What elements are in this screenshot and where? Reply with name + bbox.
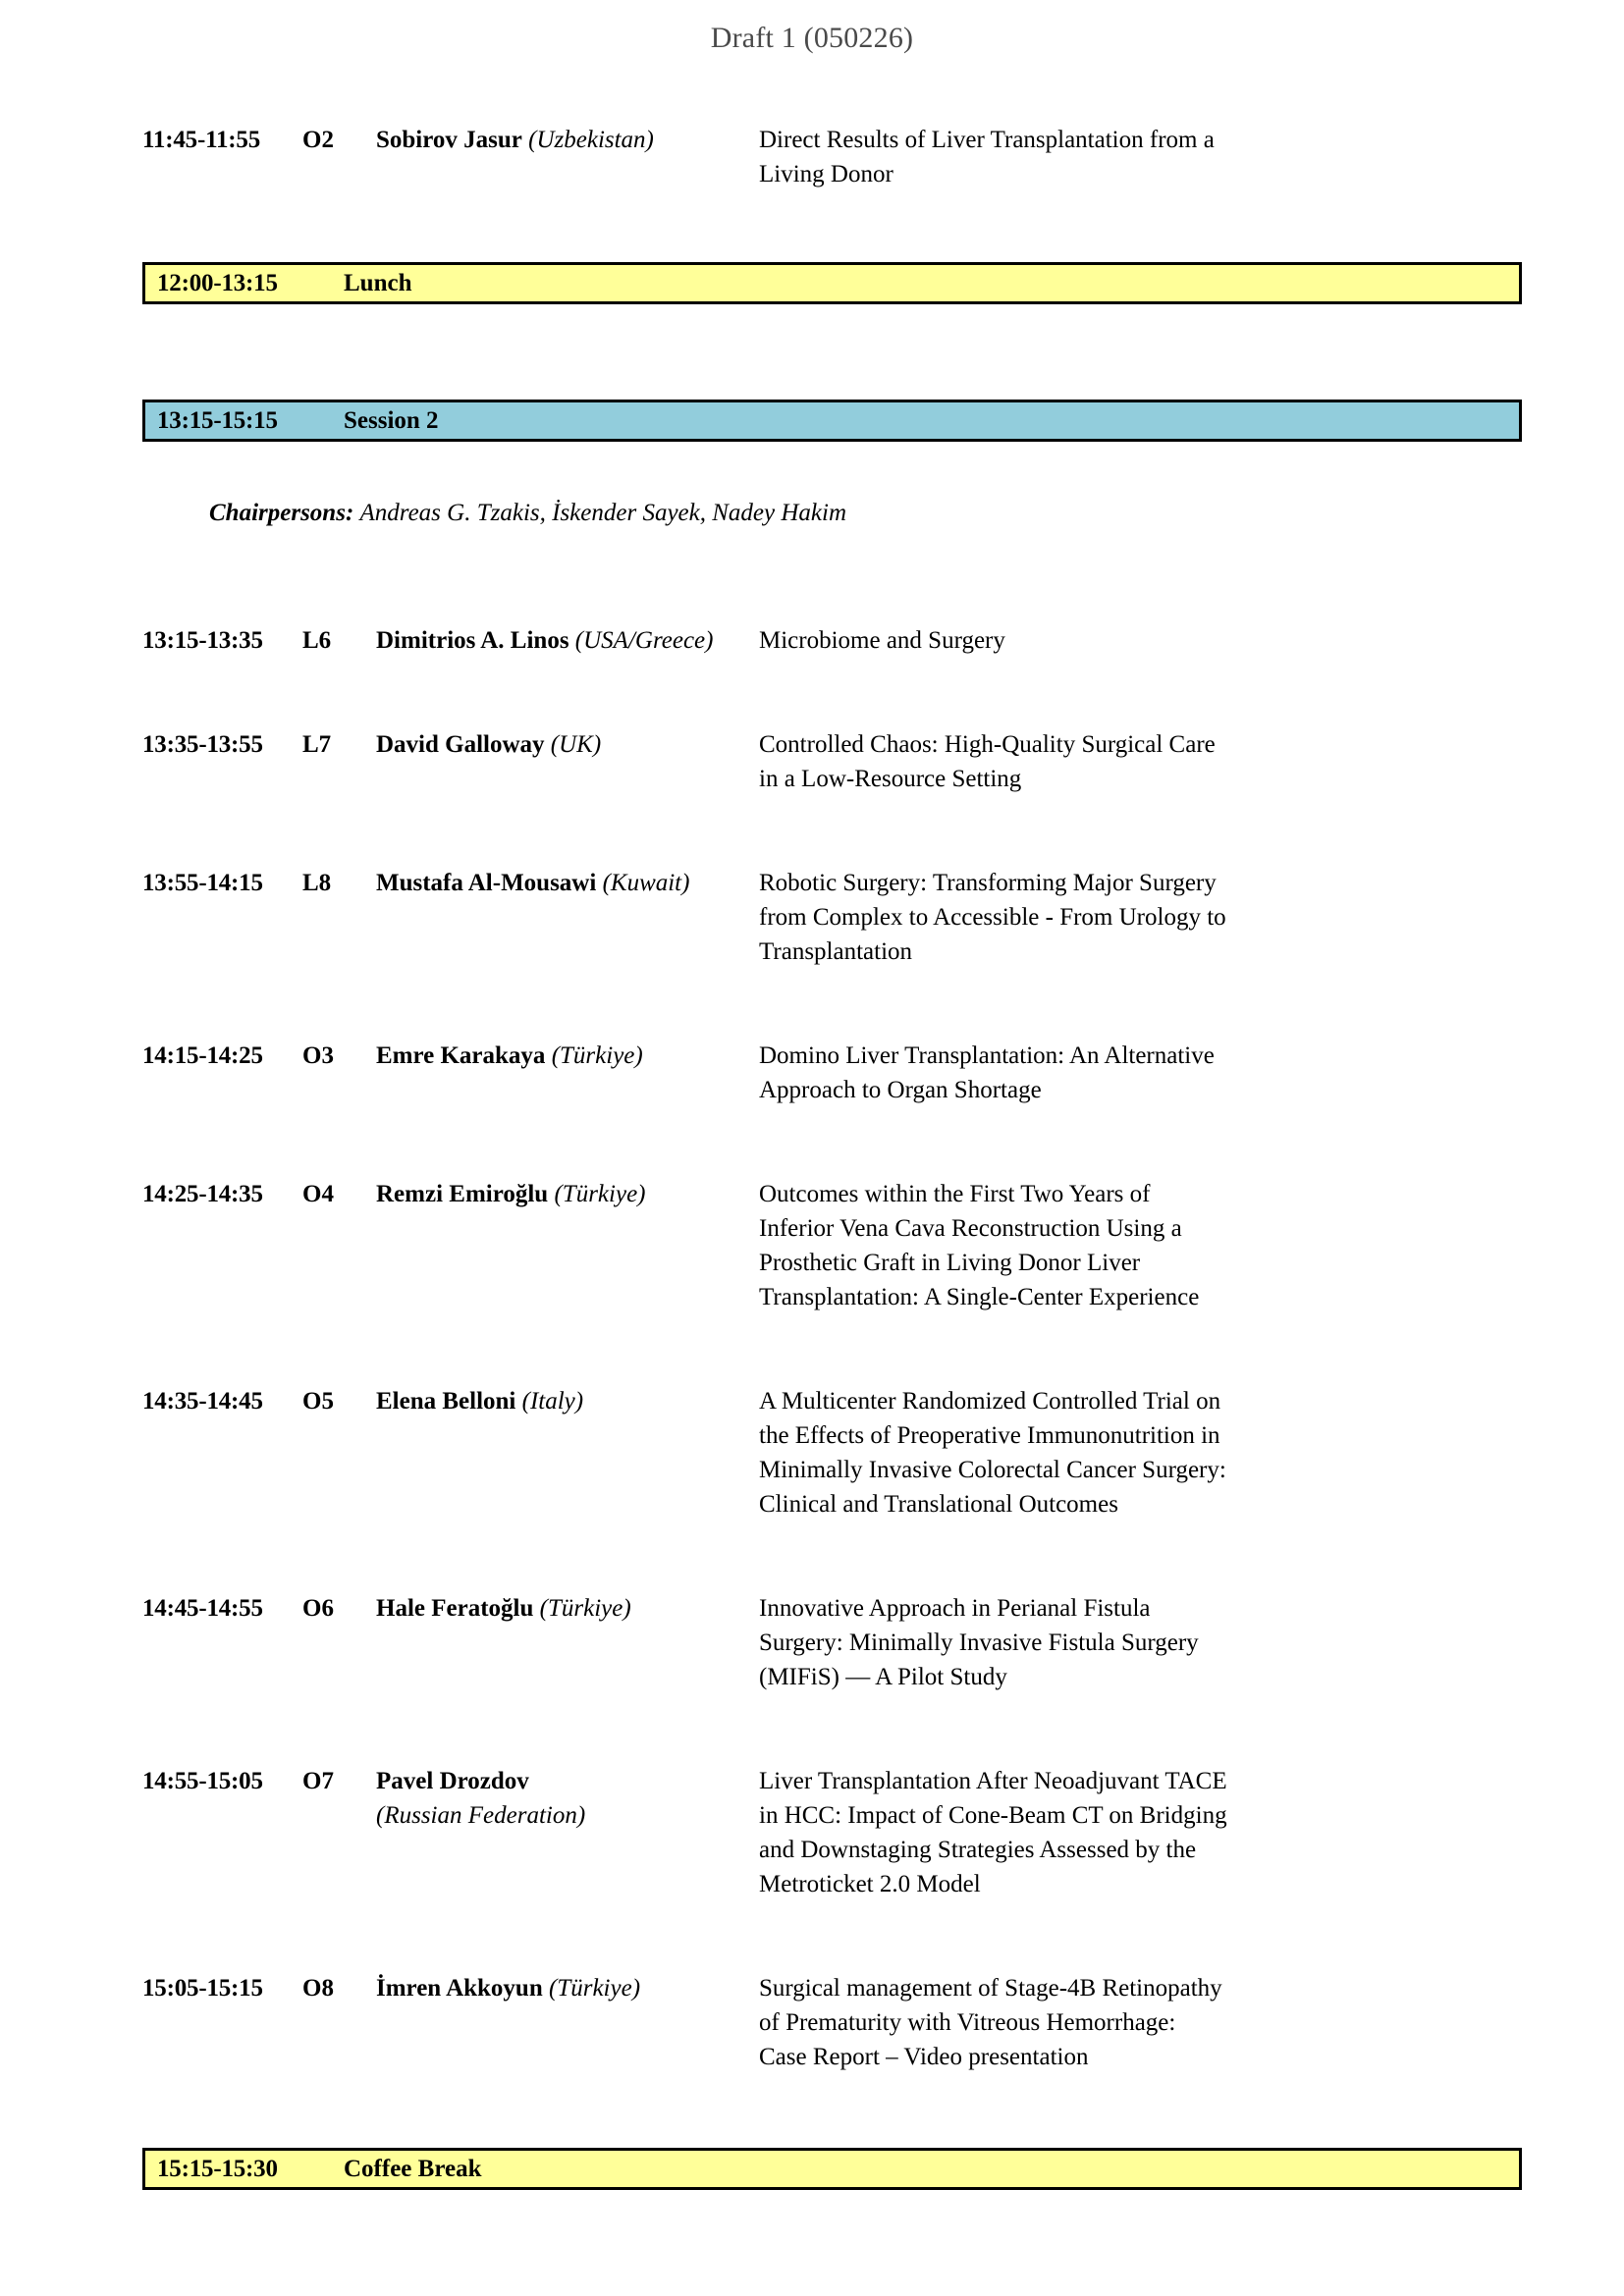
talk-title-line: (MIFiS) — A Pilot Study [759,1664,1007,1690]
talk-title-line: Clinical and Translational Outcomes [759,1491,1118,1518]
banner-time: 12:00-13:15 [157,269,278,296]
talk-time: 13:55-14:15 [142,870,263,896]
talk-speaker [376,123,759,157]
talk-time: 15:05-15:15 [142,1975,263,2002]
document-header: Draft 1 (050226) [710,22,914,54]
talk-speaker [376,727,759,762]
talk-speaker [376,1177,759,1211]
talk-code: O2 [302,127,334,153]
talk-title [759,1177,1522,1314]
schedule-talk-row [142,1039,1522,1107]
talk-speaker [376,1971,759,2005]
talk-speaker [376,1039,759,1073]
row-spacer [142,1314,1522,1384]
talk-speaker [376,866,759,900]
row-spacer [142,1694,1522,1764]
schedule-talk-row [142,623,1522,658]
talk-title-line: Surgery: Minimally Invasive Fistula Surgery [759,1629,1199,1656]
talk-time: 13:35-13:55 [142,731,263,758]
talk-title-line: of Prematurity with Vitreous Hemorrhage: [759,2009,1176,2036]
talk-title-line: Case Report – Video presentation [759,2044,1089,2070]
speaker-name: Remzi Emiroğlu [376,1181,549,1207]
schedule-talk-row [142,123,1522,191]
talk-speaker [376,1591,759,1626]
speaker-country: (Kuwait) [602,870,690,896]
row-spacer [142,304,1522,400]
schedule-rows [142,0,1522,2190]
row-spacer [142,969,1522,1039]
row-spacer [142,796,1522,866]
talk-title-line: Robotic Surgery: Transforming Major Surgery [759,870,1217,896]
speaker-name: Emre Karakaya [376,1042,546,1069]
banner-label: Lunch [344,269,412,296]
talk-title-line: and Downstaging Strategies Assessed by the [759,1837,1197,1863]
talk-title [759,1764,1522,1901]
talk-title-line: Transplantation [759,938,913,965]
chairpersons-line [142,496,1522,530]
talk-title-line: Outcomes within the First Two Years of [759,1181,1151,1207]
talk-code: L6 [302,627,332,654]
talk-code: L7 [302,731,332,758]
speaker-country: (Türkiye) [554,1181,646,1207]
talk-code: O6 [302,1595,334,1622]
talk-speaker [376,1764,759,1833]
talk-code: O5 [302,1388,334,1415]
talk-title-line: Direct Results of Liver Transplantation from a [759,127,1215,153]
chairpersons-names: Andreas G. Tzakis, İskender Sayek, Nadey Hakim [359,500,846,526]
schedule-talk-row [142,866,1522,969]
speaker-name: İmren Akkoyun [376,1975,543,2002]
banner-time: 13:15-15:15 [157,406,278,434]
talk-title-line: Transplantation: A Single-Center Experience [759,1284,1200,1310]
talk-title-line: Liver Transplantation After Neoadjuvant TACE [759,1768,1227,1794]
speaker-name: Elena Belloni [376,1388,516,1415]
speaker-country: (USA/Greece) [574,627,714,654]
speaker-name: David Galloway [376,731,545,758]
row-spacer [142,2074,1522,2148]
talk-title-line: Inferior Vena Cava Reconstruction Using a [759,1215,1182,1242]
talk-time: 14:55-15:05 [142,1768,263,1794]
talk-title-line: Metroticket 2.0 Model [759,1871,981,1897]
talk-time: 14:45-14:55 [142,1595,263,1622]
schedule-talk-row [142,1764,1522,1901]
talk-code: O4 [302,1181,334,1207]
talk-title-line: Living Donor [759,161,893,187]
schedule-banner [142,2148,1522,2190]
speaker-country: (UK) [550,731,602,758]
talk-title [759,866,1522,969]
speaker-country: (Türkiye) [551,1042,643,1069]
talk-title [759,1591,1522,1694]
talk-title-line: Innovative Approach in Perianal Fistula [759,1595,1151,1622]
row-spacer [142,191,1522,262]
talk-title-line: from Complex to Accessible - From Urology to [759,904,1226,931]
speaker-name: Dimitrios A. Linos [376,627,569,654]
speaker-country: (Türkiye) [549,1975,641,2002]
talk-title [759,1039,1522,1107]
talk-title-line: Prosthetic Graft in Living Donor Liver [759,1250,1141,1276]
talk-time: 13:15-13:35 [142,627,263,654]
row-spacer [142,442,1522,496]
schedule-talk-row [142,1971,1522,2074]
talk-title-line: Surgical management of Stage-4B Retinopathy [759,1975,1222,2002]
row-spacer [142,0,1522,123]
speaker-country: (Uzbekistan) [528,127,654,153]
schedule-banner [142,400,1522,442]
schedule-talk-row [142,1384,1522,1522]
talk-title [759,727,1522,796]
talk-code: L8 [302,870,332,896]
row-spacer [142,1901,1522,1971]
talk-title [759,623,1522,658]
talk-code: O3 [302,1042,334,1069]
speaker-country: (Türkiye) [539,1595,631,1622]
talk-title-line: Controlled Chaos: High-Quality Surgical Care [759,731,1216,758]
talk-speaker [376,623,759,658]
speaker-country: (Russian Federation) [376,1802,586,1829]
banner-time: 15:15-15:30 [157,2155,278,2182]
talk-title-line: Approach to Organ Shortage [759,1077,1042,1103]
schedule-talk-row [142,1591,1522,1694]
talk-time: 14:15-14:25 [142,1042,263,1069]
talk-title [759,123,1522,191]
talk-title-line: in HCC: Impact of Cone-Beam CT on Bridging [759,1802,1227,1829]
talk-title-line: Minimally Invasive Colorectal Cancer Surgery: [759,1457,1226,1483]
row-spacer [142,658,1522,727]
banner-label: Coffee Break [344,2155,482,2182]
talk-code: O8 [302,1975,334,2002]
talk-title-line: A Multicenter Randomized Controlled Trial on [759,1388,1221,1415]
row-spacer [142,1522,1522,1591]
talk-time: 11:45-11:55 [142,127,261,153]
speaker-name: Hale Feratoğlu [376,1595,534,1622]
talk-title-line: Domino Liver Transplantation: An Alternative [759,1042,1215,1069]
talk-title-line: in a Low-Resource Setting [759,766,1022,792]
talk-title-line: the Effects of Preoperative Immunonutrition in [759,1422,1220,1449]
schedule-talk-row [142,1177,1522,1314]
row-spacer [142,1107,1522,1177]
talk-title [759,1971,1522,2074]
speaker-name: Sobirov Jasur [376,127,522,153]
speaker-country: (Italy) [521,1388,584,1415]
talk-time: 14:35-14:45 [142,1388,263,1415]
talk-title [759,1384,1522,1522]
talk-time: 14:25-14:35 [142,1181,263,1207]
speaker-name: Mustafa Al-Mousawi [376,870,597,896]
talk-speaker [376,1384,759,1418]
row-spacer [142,530,1522,623]
speaker-name: Pavel Drozdov [376,1768,529,1794]
program-schedule [142,0,1522,2190]
banner-label: Session 2 [344,406,439,434]
chairpersons-label: Chairpersons: [209,500,354,526]
talk-title-line: Microbiome and Surgery [759,627,1005,654]
talk-code: O7 [302,1768,334,1794]
schedule-banner [142,262,1522,304]
schedule-talk-row [142,727,1522,796]
